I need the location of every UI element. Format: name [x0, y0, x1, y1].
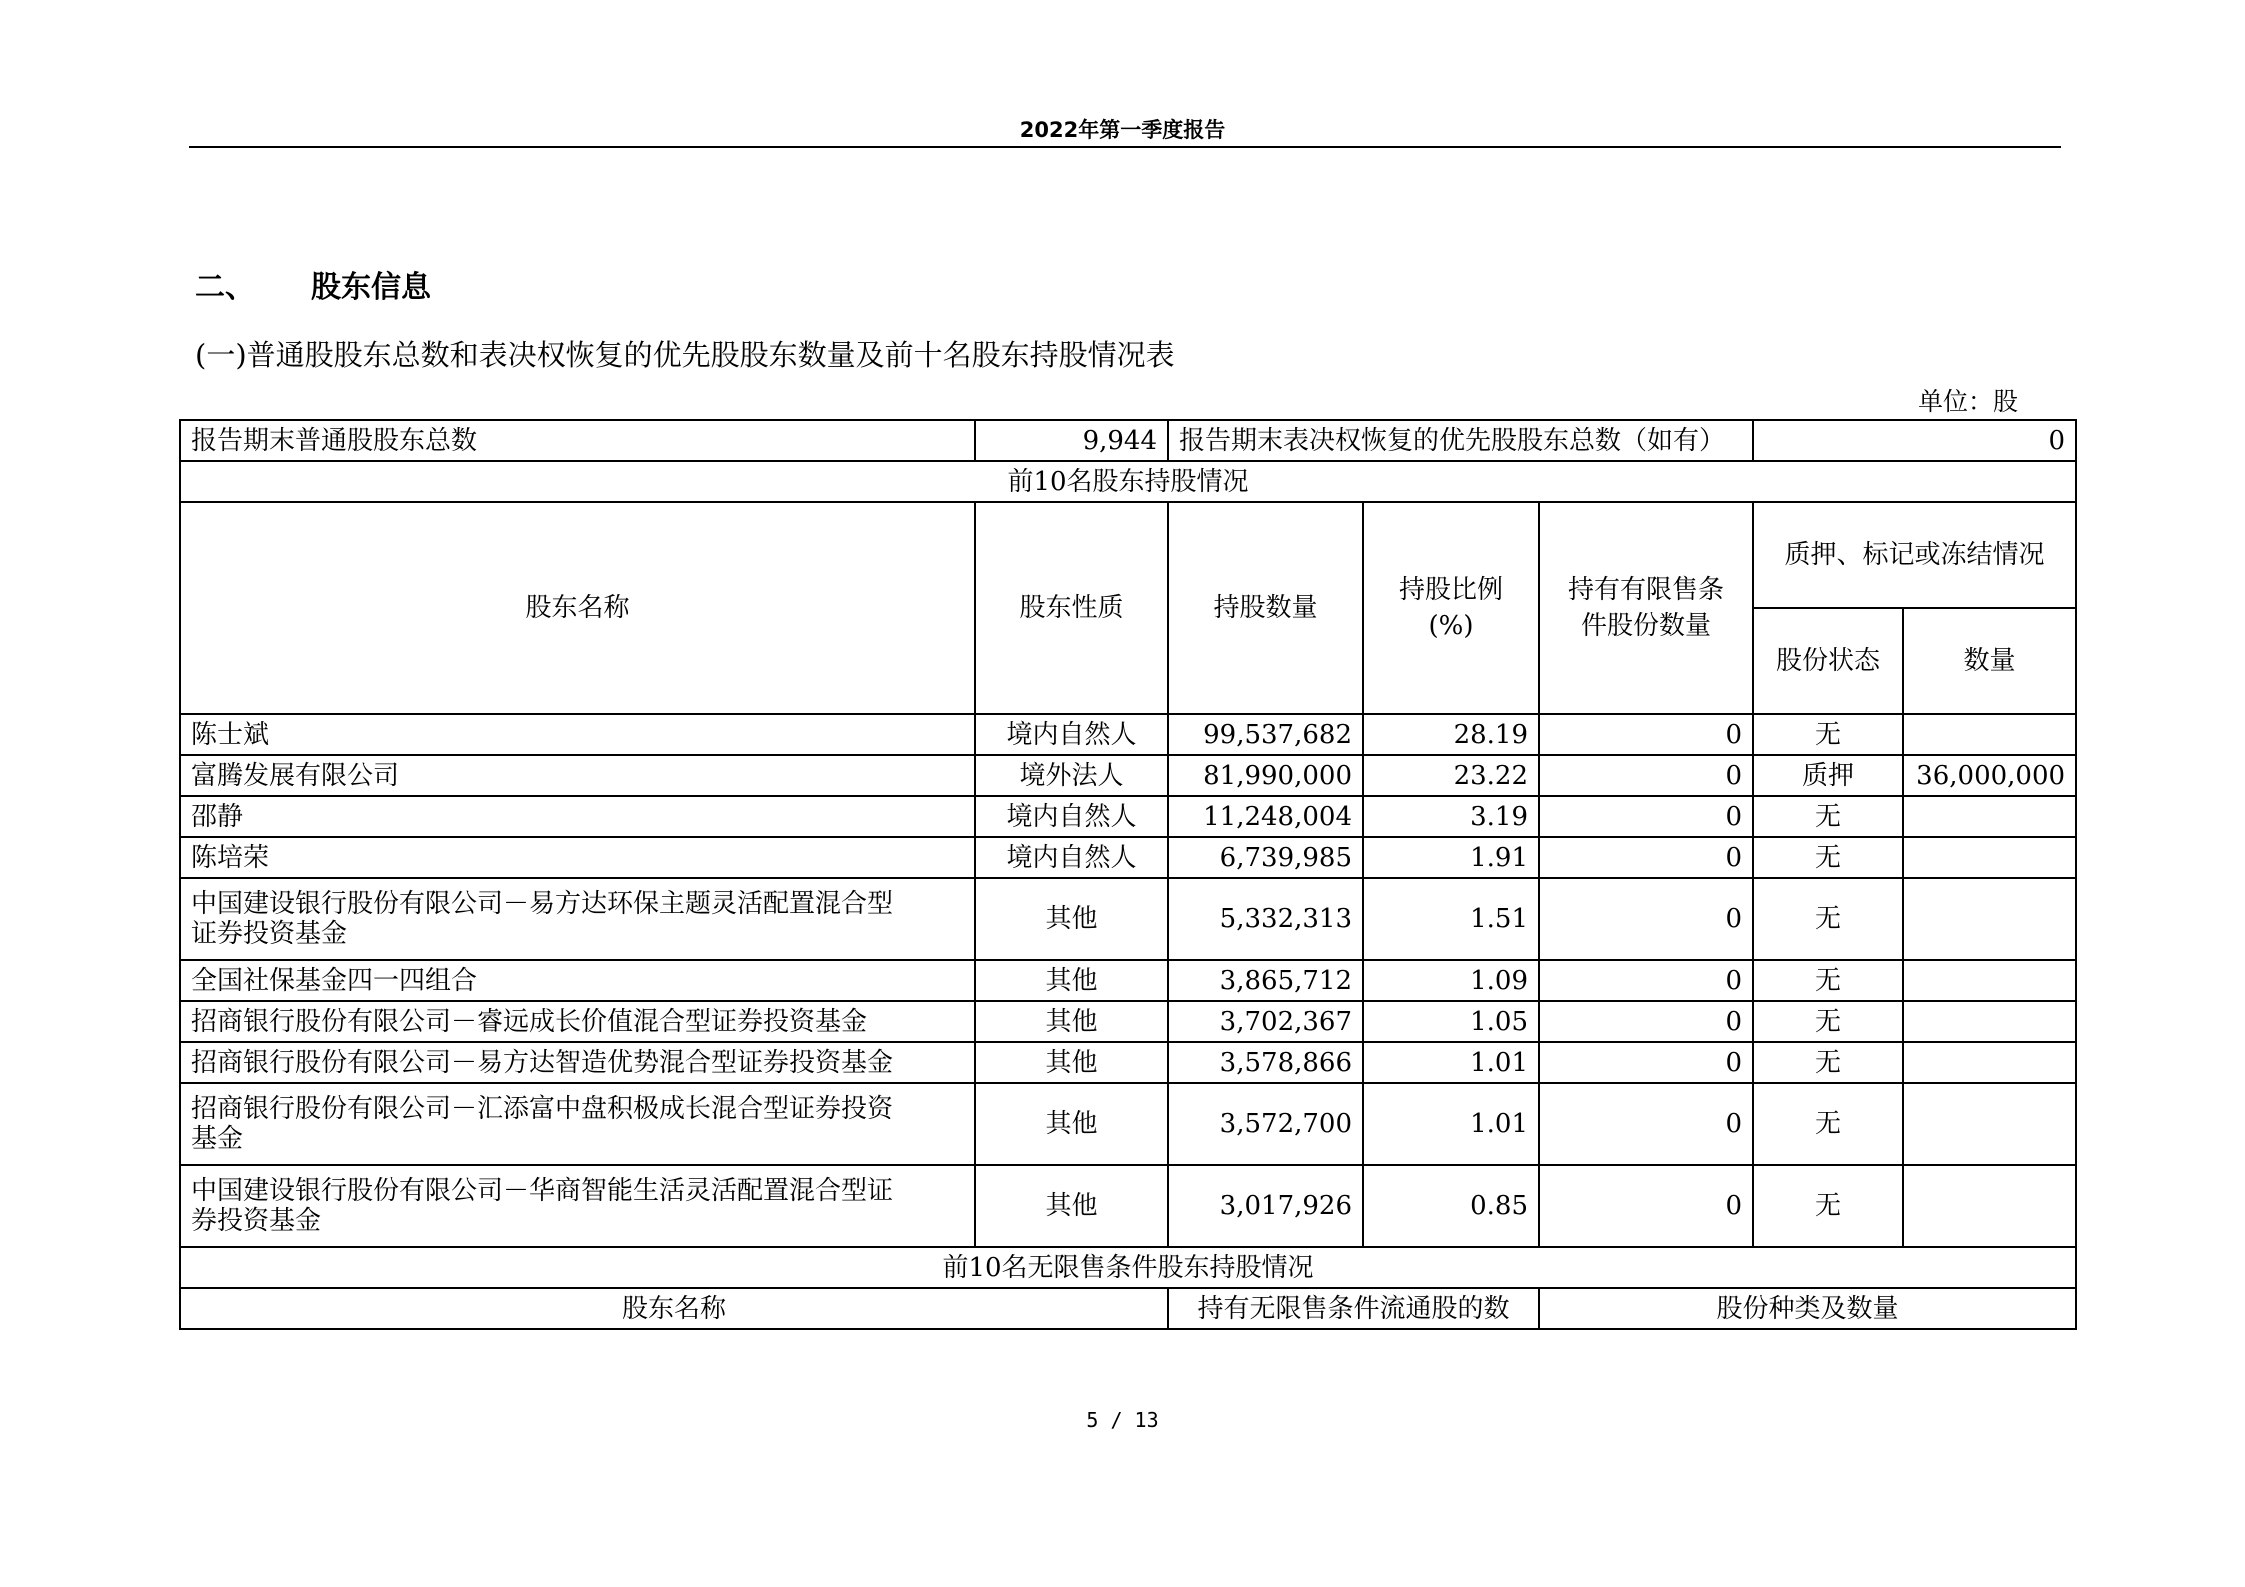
- table-row: [180, 1083, 2076, 1165]
- holder-restricted: 0: [1539, 1083, 1753, 1165]
- holder-pledge-status: 无: [1753, 960, 1903, 1001]
- header-name: 股东名称: [180, 502, 975, 714]
- header-pledge-group: 质押、标记或冻结情况: [1753, 502, 2076, 608]
- holder-pledge-status: 无: [1753, 1001, 1903, 1042]
- holder-pledge-qty: [1903, 960, 2076, 1001]
- holder-ratio: 3.19: [1363, 796, 1539, 837]
- top10-title: 前10名股东持股情况: [180, 461, 2076, 502]
- holder-shares: 81,990,000: [1168, 755, 1363, 796]
- header-ratio-line2: (%): [1428, 611, 1474, 641]
- holder-shares: 3,702,367: [1168, 1001, 1363, 1042]
- header-pledge-qty: 数量: [1903, 608, 2076, 714]
- holder-pledge-qty: [1903, 1165, 2076, 1247]
- holder-name: [180, 1165, 975, 1247]
- holder-pledge-qty: [1903, 837, 2076, 878]
- preferred-holders-label: 报告期末表决权恢复的优先股股东总数（如有）: [1168, 420, 1753, 461]
- holder-name-line1: 招商银行股份有限公司－汇添富中盘积极成长混合型证券投资: [191, 1094, 894, 1124]
- table-row: [180, 837, 2076, 878]
- table-row: [180, 1165, 2076, 1247]
- holder-ratio: 0.85: [1363, 1165, 1539, 1247]
- holder-restricted: 0: [1539, 755, 1753, 796]
- header-nature: 股东性质: [975, 502, 1168, 714]
- holder-name: [180, 1083, 975, 1165]
- holder-pledge-status: 无: [1753, 796, 1903, 837]
- holder-name-line2: 券投资基金: [191, 1206, 322, 1236]
- common-holders-value: 9,944: [975, 420, 1168, 461]
- holder-nature: 境内自然人: [975, 714, 1168, 755]
- table-row: [180, 1001, 2076, 1042]
- holder-ratio: 1.51: [1363, 878, 1539, 960]
- holder-pledge-status: 无: [1753, 837, 1903, 878]
- holder-ratio: 1.01: [1363, 1083, 1539, 1165]
- header-pledge-status: 股份状态: [1753, 608, 1903, 714]
- table-row: [180, 878, 2076, 960]
- table-row: [180, 755, 2076, 796]
- holder-restricted: 0: [1539, 837, 1753, 878]
- holder-nature: 其他: [975, 960, 1168, 1001]
- summary-row: [180, 420, 2076, 461]
- holder-pledge-qty: [1903, 1083, 2076, 1165]
- holder-name: 陈培荣: [180, 837, 975, 878]
- preferred-holders-value: 0: [1753, 420, 2076, 461]
- holder-name: 招商银行股份有限公司－易方达智造优势混合型证券投资基金: [180, 1042, 975, 1083]
- table-row: [180, 960, 2076, 1001]
- table-row: [180, 714, 2076, 755]
- holder-ratio: 1.09: [1363, 960, 1539, 1001]
- unrestricted-header-name: 股东名称: [180, 1288, 1168, 1329]
- holder-ratio: 1.05: [1363, 1001, 1539, 1042]
- holder-shares: 11,248,004: [1168, 796, 1363, 837]
- header-restricted-line1: 持有有限售条: [1568, 575, 1725, 605]
- holder-nature: 其他: [975, 1042, 1168, 1083]
- unit-label: 单位：股: [1918, 387, 2019, 416]
- holder-nature: 境内自然人: [975, 837, 1168, 878]
- shareholder-table: [179, 419, 2077, 1330]
- header-ratio-line1: 持股比例: [1398, 575, 1503, 605]
- holder-restricted: 0: [1539, 714, 1753, 755]
- header-ratio: [1363, 502, 1539, 714]
- holder-shares: 3,865,712: [1168, 960, 1363, 1001]
- holder-restricted: 0: [1539, 1165, 1753, 1247]
- table-row: [180, 1042, 2076, 1083]
- holder-restricted: 0: [1539, 796, 1753, 837]
- holder-ratio: 28.19: [1363, 714, 1539, 755]
- holder-nature: 境外法人: [975, 755, 1168, 796]
- holder-name-line2: 证券投资基金: [191, 919, 348, 949]
- holder-restricted: 0: [1539, 1042, 1753, 1083]
- holder-restricted: 0: [1539, 960, 1753, 1001]
- holder-name: [180, 878, 975, 960]
- holder-ratio: 23.22: [1363, 755, 1539, 796]
- holder-pledge-qty: [1903, 714, 2076, 755]
- subsection-title: (一)普通股股东总数和表决权恢复的优先股股东数量及前十名股东持股情况表: [195, 338, 1175, 372]
- holder-restricted: 0: [1539, 1001, 1753, 1042]
- unrestricted-title: 前10名无限售条件股东持股情况: [180, 1247, 2076, 1288]
- holder-name-line2: 基金: [191, 1124, 244, 1154]
- unrestricted-header-row: [180, 1288, 2076, 1329]
- holder-ratio: 1.01: [1363, 1042, 1539, 1083]
- holder-restricted: 0: [1539, 878, 1753, 960]
- holder-pledge-qty: [1903, 1001, 2076, 1042]
- holder-pledge-status: 无: [1753, 714, 1903, 755]
- holder-pledge-status: 无: [1753, 1042, 1903, 1083]
- page-header-title: 2022年第一季度报告: [1019, 118, 1226, 142]
- header-restricted: [1539, 502, 1753, 714]
- holder-pledge-qty: [1903, 1042, 2076, 1083]
- section-number: 二、: [195, 270, 255, 305]
- holder-name-line1: 中国建设银行股份有限公司－华商智能生活灵活配置混合型证: [191, 1176, 894, 1206]
- top10-header-row-1: [180, 502, 2076, 608]
- holder-pledge-status: 无: [1753, 1083, 1903, 1165]
- unrestricted-header-shares: 持有无限售条件流通股的数: [1168, 1288, 1539, 1329]
- table-row: [180, 796, 2076, 837]
- holder-name: 富腾发展有限公司: [180, 755, 975, 796]
- holder-ratio: 1.91: [1363, 837, 1539, 878]
- common-holders-label: 报告期末普通股股东总数: [180, 420, 975, 461]
- header-restricted-line2: 件股份数量: [1581, 611, 1712, 641]
- section-title: 股东信息: [311, 270, 431, 305]
- holder-nature: 境内自然人: [975, 796, 1168, 837]
- holder-shares: 3,578,866: [1168, 1042, 1363, 1083]
- holder-shares: 5,332,313: [1168, 878, 1363, 960]
- top10-title-row: [180, 461, 2076, 502]
- page-number: 5 / 13: [1086, 1408, 1159, 1432]
- holder-name: 陈士斌: [180, 714, 975, 755]
- holder-name: 全国社保基金四一四组合: [180, 960, 975, 1001]
- holder-pledge-qty: [1903, 878, 2076, 960]
- unrestricted-title-row: [180, 1247, 2076, 1288]
- holder-pledge-status: 质押: [1753, 755, 1903, 796]
- holder-name: 邵静: [180, 796, 975, 837]
- holder-pledge-status: 无: [1753, 878, 1903, 960]
- holder-shares: 3,017,926: [1168, 1165, 1363, 1247]
- header-shares: 持股数量: [1168, 502, 1363, 714]
- holder-pledge-status: 无: [1753, 1165, 1903, 1247]
- holder-nature: 其他: [975, 1083, 1168, 1165]
- holder-nature: 其他: [975, 1165, 1168, 1247]
- holder-nature: 其他: [975, 878, 1168, 960]
- holder-pledge-qty: [1903, 796, 2076, 837]
- holder-name: 招商银行股份有限公司－睿远成长价值混合型证券投资基金: [180, 1001, 975, 1042]
- holder-name-line1: 中国建设银行股份有限公司－易方达环保主题灵活配置混合型: [191, 889, 894, 919]
- header-rule: [189, 146, 2061, 148]
- holder-shares: 3,572,700: [1168, 1083, 1363, 1165]
- holder-pledge-qty: 36,000,000: [1903, 755, 2076, 796]
- unrestricted-header-type-qty: 股份种类及数量: [1539, 1288, 2076, 1329]
- holder-nature: 其他: [975, 1001, 1168, 1042]
- holder-shares: 6,739,985: [1168, 837, 1363, 878]
- holder-shares: 99,537,682: [1168, 714, 1363, 755]
